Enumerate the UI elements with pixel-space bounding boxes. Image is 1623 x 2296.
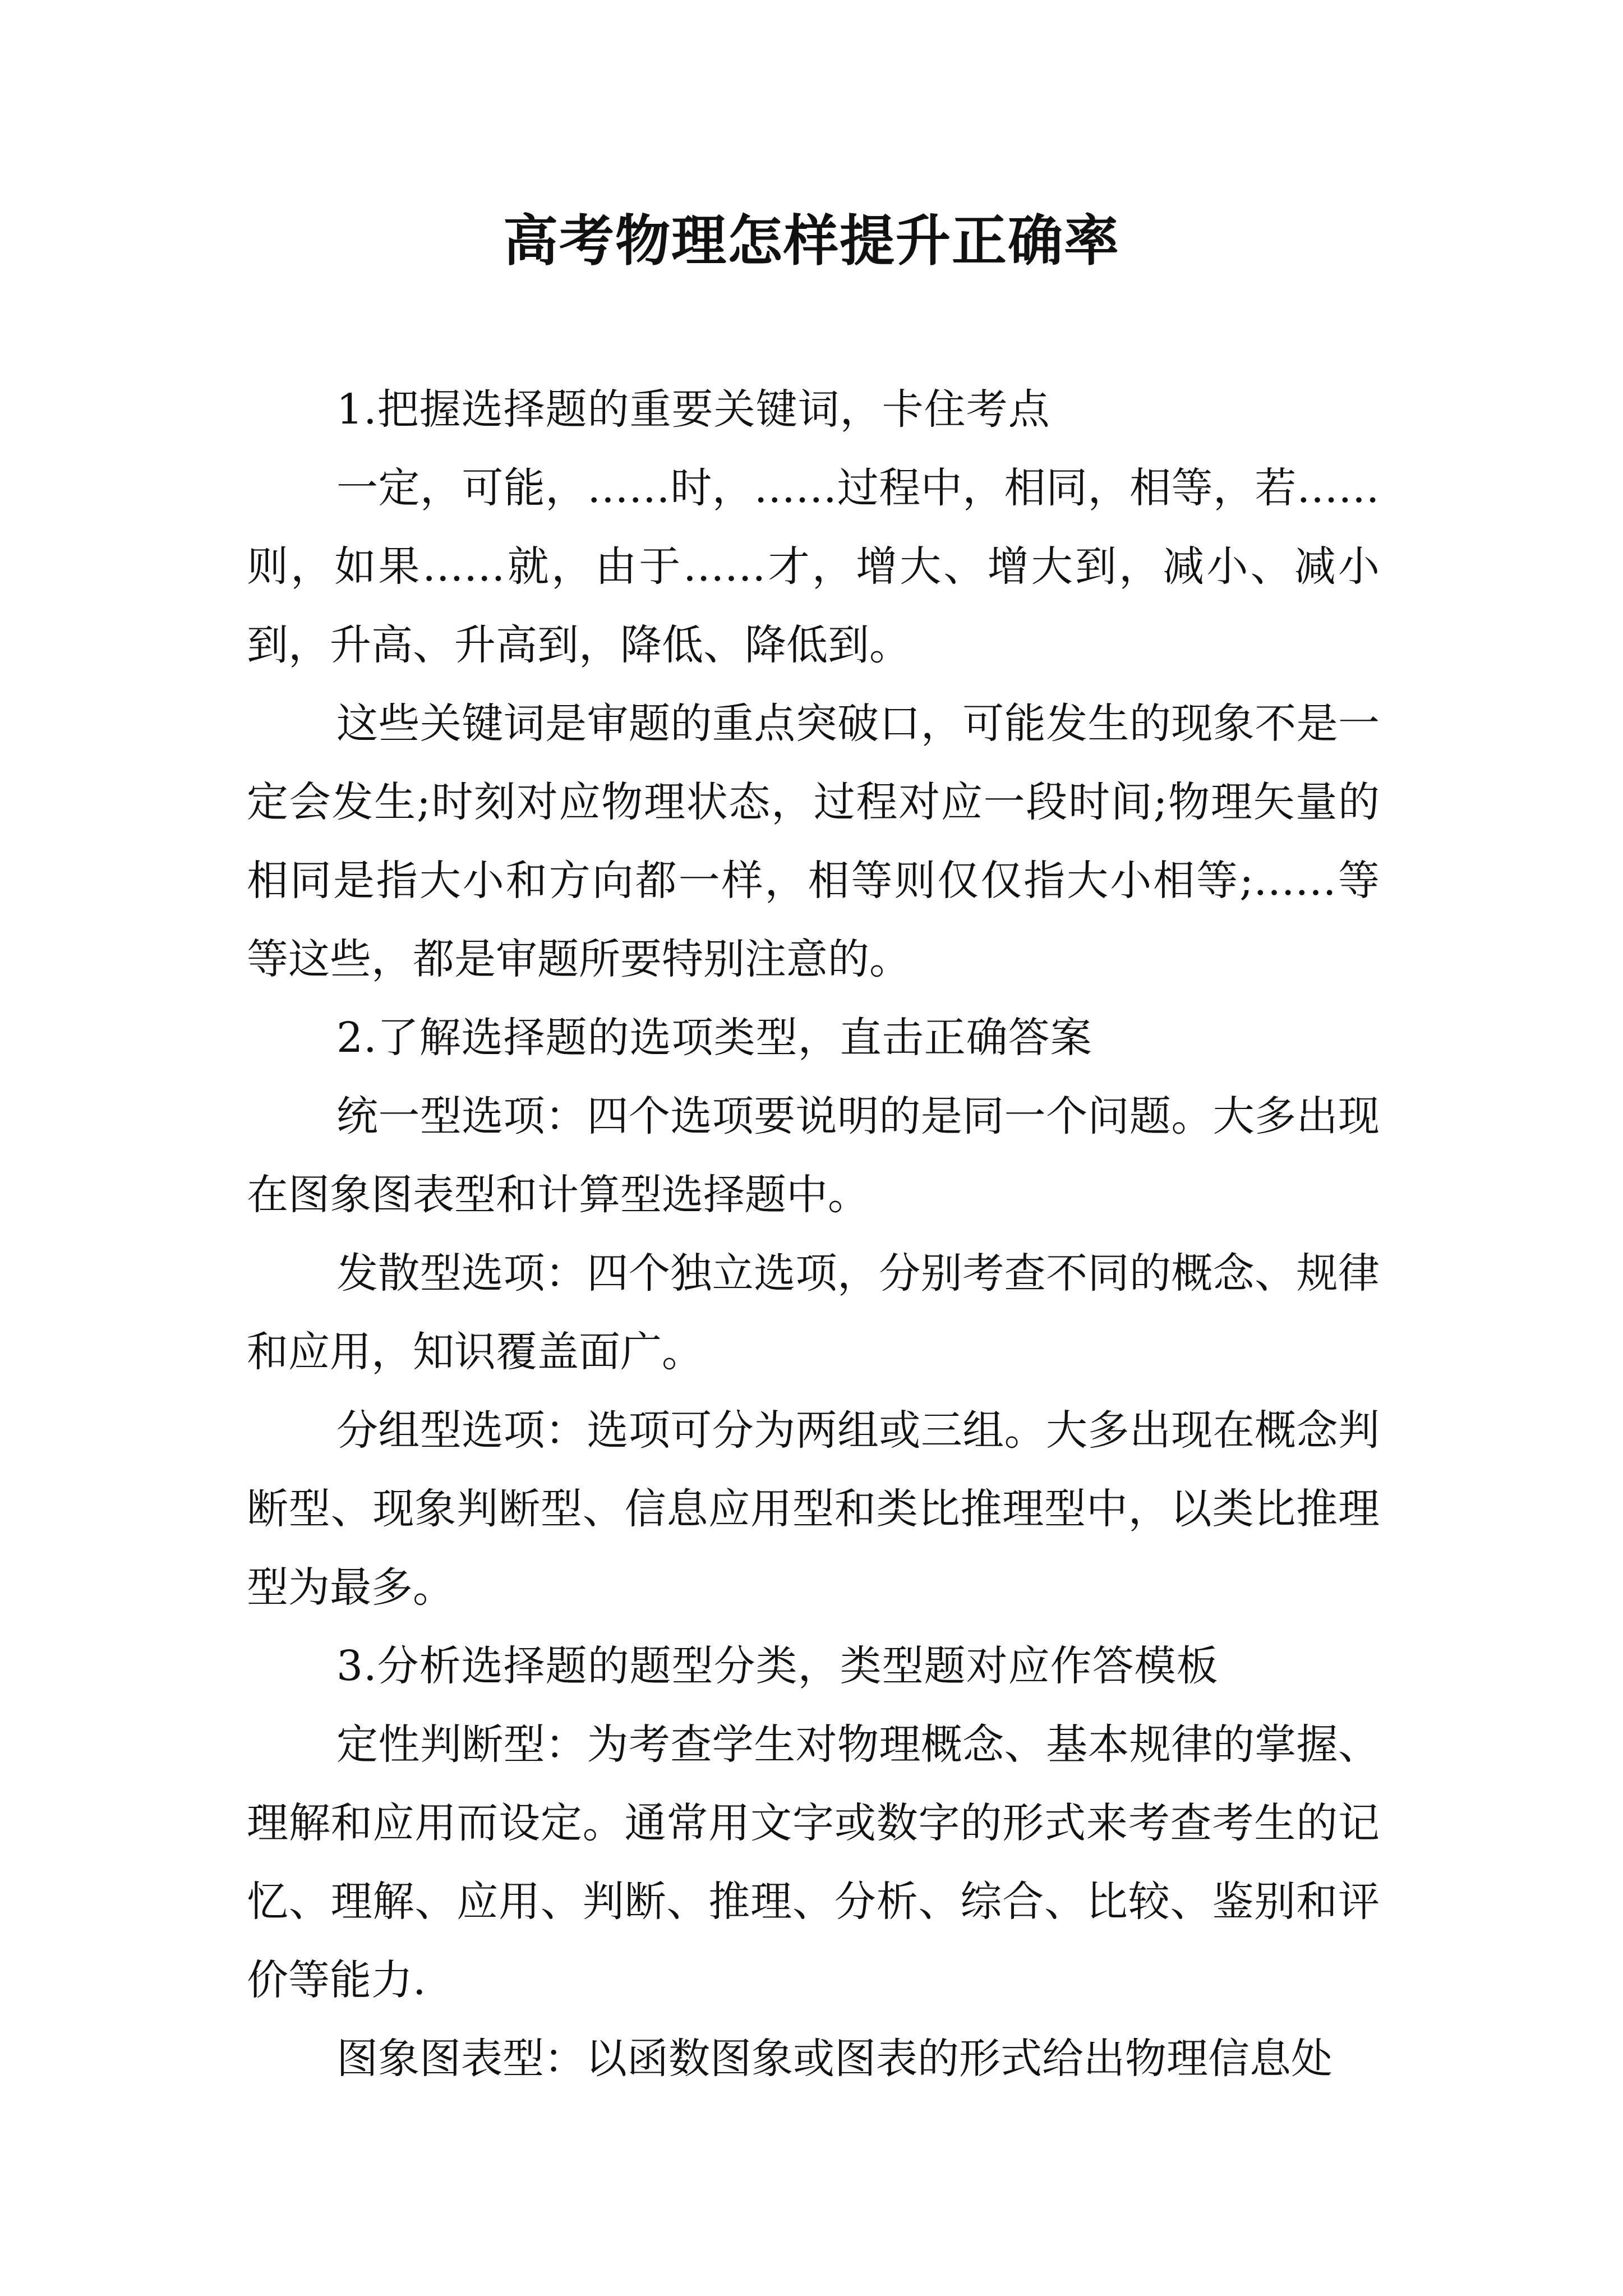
document-title: 高考物理怎样提升正确率	[502, 209, 1120, 273]
paragraph-unified-options: 统一型选项：四个选项要说明的是同一个问题。大多出现在图象图表型和计算型选择题中。	[247, 1092, 1380, 1219]
paragraph-grouped-options: 分组型选项：选项可分为两组或三组。大多出现在概念判断型、现象判断型、信息应用型和类比推理型中，以类比推理型为最多。	[247, 1406, 1380, 1612]
paragraph-divergent-options: 发散型选项：四个独立选项，分别考查不同的概念、规律和应用，知识覆盖面广。	[247, 1249, 1380, 1376]
section-heading-3: 3.分析选择题的题型分类，类型题对应作答模板	[336, 1642, 1219, 1690]
paragraph-graph-chart-type: 图象图表型：以函数图象或图表的形式给出物理信息处	[336, 2035, 1332, 2083]
paragraph-keyword-notes: 这些关键词是审题的重点突破口，可能发生的现象不是一定会发生;时刻对应物理状态，过程对应一段时间;物理矢量的相同是指大小和方向都一样，相等则仅仅指大小相等;……等等这些，都是审题所要特别注意的。	[247, 700, 1380, 983]
section-heading-1: 1.把握选择题的重要关键词，卡住考点	[336, 385, 1050, 434]
section-heading-2: 2.了解选择题的选项类型，直击正确答案	[336, 1014, 1092, 1062]
document-body	[247, 370, 1380, 2098]
paragraph-keywords: 一定，可能，……时，……过程中，相同，相等，若……则，如果……就，由于……才，增大、增大到，减小、减小到，升高、升高到，降低、降低到。	[247, 464, 1380, 669]
paragraph-qualitative-type: 定性判断型：为考查学生对物理概念、基本规律的掌握、理解和应用而设定。通常用文字或数字的形式来考查考生的记忆、理解、应用、判断、推理、分析、综合、比较、鉴别和评价等能力.	[247, 1720, 1380, 2004]
